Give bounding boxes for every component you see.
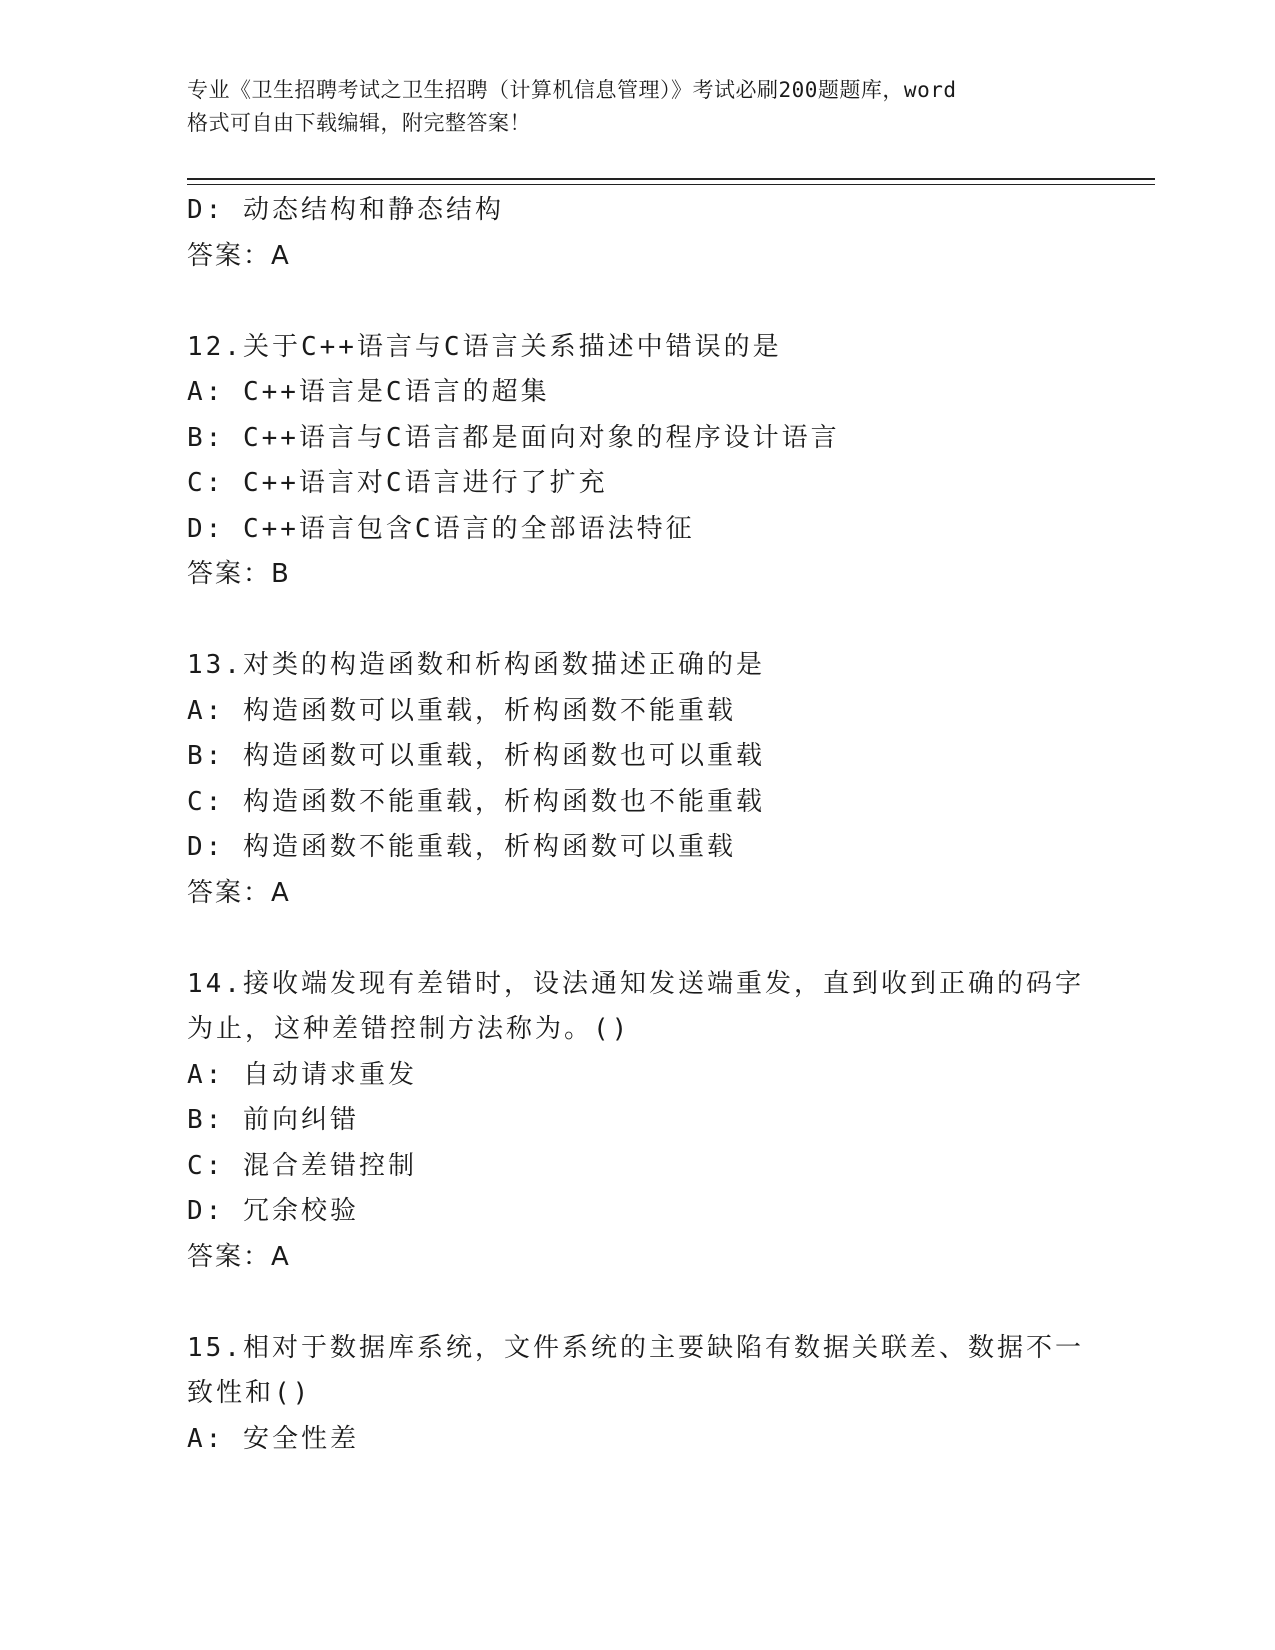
option-a: A: 自动请求重发 (187, 1059, 417, 1090)
option-a: A: 安全性差 (187, 1423, 359, 1454)
option-b: B: C++语言与C语言都是面向对象的程序设计语言 (187, 422, 840, 453)
question-15 (187, 1326, 1087, 1463)
answer-line: 答案：A (187, 240, 291, 271)
option-d: D: C++语言包含C语言的全部语法特征 (187, 513, 695, 544)
question-stem: 14.接收端发现有差错时，设法通知发送端重发，直到收到正确的码字 (187, 968, 1084, 999)
option-a: A: 构造函数可以重载，析构函数不能重载 (187, 695, 736, 726)
header-divider-thin (187, 184, 1155, 185)
option-d: D: 构造函数不能重载，析构函数可以重载 (187, 832, 736, 862)
option-b: B: 前向纠错 (187, 1105, 359, 1135)
spacer (187, 1280, 1087, 1326)
question-12 (187, 325, 1087, 598)
spacer (187, 916, 1087, 962)
question-14 (187, 962, 1087, 1281)
header-divider-thick (187, 178, 1155, 180)
answer-line: 答案：A (187, 1241, 291, 1272)
question-fragment-11 (187, 188, 1087, 279)
option-c: C: 构造函数不能重载，析构函数也不能重载 (187, 786, 765, 817)
spacer (187, 598, 1087, 644)
option-d: D: 冗余校验 (187, 1196, 359, 1226)
option-c: C: 混合差错控制 (187, 1150, 417, 1181)
question-stem-continued: 为止，这种差错控制方法称为。() (187, 1014, 631, 1044)
spacer (187, 279, 1087, 325)
header-line-2: 格式可自由下载编辑，附完整答案！ (187, 111, 531, 135)
question-stem: 15.相对于数据库系统，文件系统的主要缺陷有数据关联差、数据不一 (187, 1332, 1084, 1363)
option-a: A: C++语言是C语言的超集 (187, 377, 550, 407)
option-c: C: C++语言对C语言进行了扩充 (187, 468, 608, 498)
document-header (187, 74, 1087, 140)
option-d: D: 动态结构和静态结构 (187, 195, 504, 225)
option-b: B: 构造函数可以重载，析构函数也可以重载 (187, 741, 765, 771)
header-line-1: 专业《卫生招聘考试之卫生招聘（计算机信息管理）》考试必刷200题题库，word (187, 78, 957, 102)
question-stem: 13.对类的构造函数和析构函数描述正确的是 (187, 650, 765, 680)
question-list (187, 188, 1087, 1462)
answer-line: 答案：A (187, 877, 291, 908)
question-stem-continued: 致性和() (187, 1378, 312, 1408)
question-13 (187, 643, 1087, 916)
answer-line: 答案：B (187, 559, 291, 589)
question-stem: 12.关于C++语言与C语言关系描述中错误的是 (187, 331, 782, 362)
